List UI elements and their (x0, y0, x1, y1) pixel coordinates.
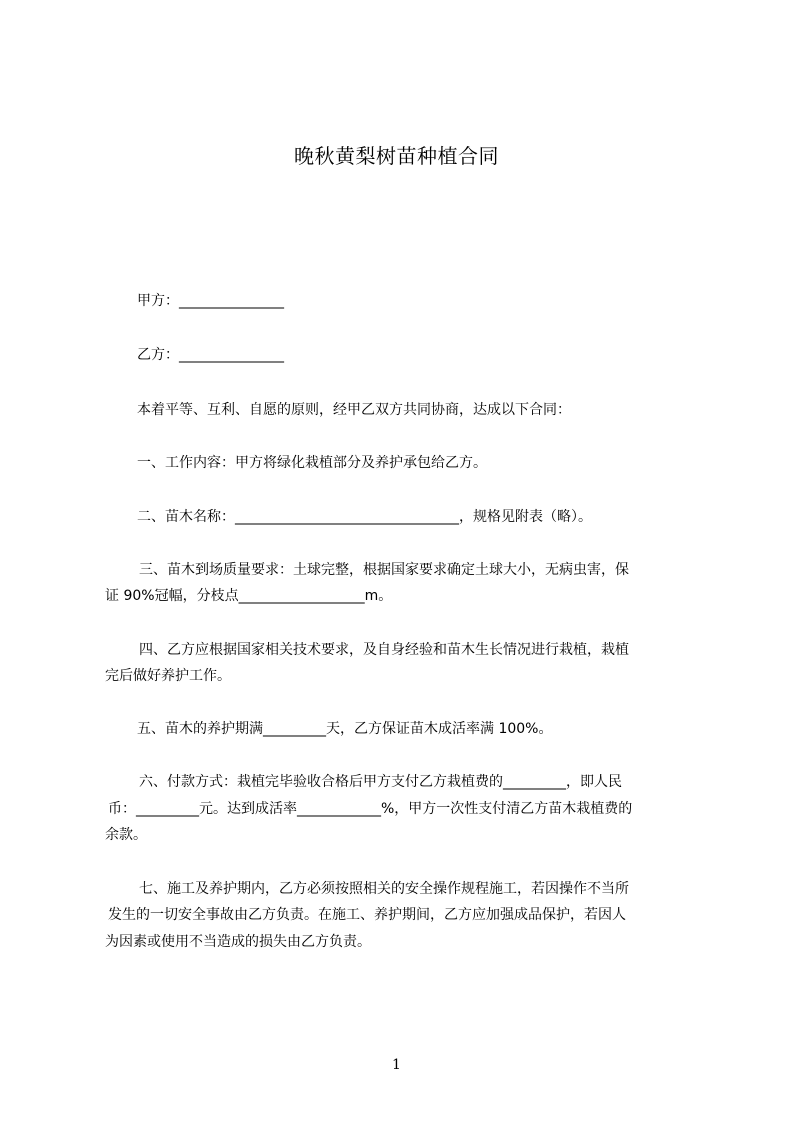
clause-6-line-3: 余款。 (105, 827, 147, 843)
clause-3-line-2: 证 90%冠幅，分枝点__________________m。 (105, 588, 393, 604)
document-title: 晚秋黄梨树苗种植合同 (294, 144, 499, 168)
page-number: 1 (392, 1057, 401, 1073)
clause-2-line-1: 二、苗木名称：________________________________，规格见附表（略）。 (137, 509, 592, 525)
clause-6-line-1: 六、付款方式：栽植完毕验收合格后甲方支付乙方栽植费的_________，即人民 (139, 774, 622, 790)
clause-4-line-1: 四、乙方应根据国家相关技术要求，及自身经验和苗木生长情况进行栽植，栽植 (139, 642, 629, 658)
party-b-line: 乙方：_______________ (137, 347, 284, 363)
clause-7-line-2: 发生的一切安全事故由乙方负责。在施工、养护期间，乙方应加强成品保护，若因人 (108, 907, 626, 923)
intro-paragraph: 本着平等、互利、自愿的原则，经甲乙双方共同协商，达成以下合同： (137, 402, 571, 418)
clause-7-line-1: 七、施工及养护期内，乙方必须按照相关的安全操作规程施工，若因操作不当所 (139, 881, 629, 897)
clause-5-line-1: 五、苗木的养护期满_________天，乙方保证苗木成活率满 100%。 (137, 721, 553, 737)
party-a-line: 甲方：_______________ (137, 293, 284, 309)
clause-3-line-1: 三、苗木到场质量要求：土球完整，根据国家要求确定土球大小，无病虫害，保 (139, 562, 629, 578)
clause-6-line-2: 币：_________元。达到成活率____________%，甲方一次性支付清乙方苗木栽植费的 (108, 801, 633, 817)
clause-4-line-2: 完后做好养护工作。 (105, 668, 231, 684)
clause-1-line-1: 一、工作内容：甲方将绿化栽植部分及养护承包给乙方。 (137, 455, 487, 471)
clause-7-line-3: 为因素或使用不当造成的损失由乙方负责。 (105, 934, 371, 950)
